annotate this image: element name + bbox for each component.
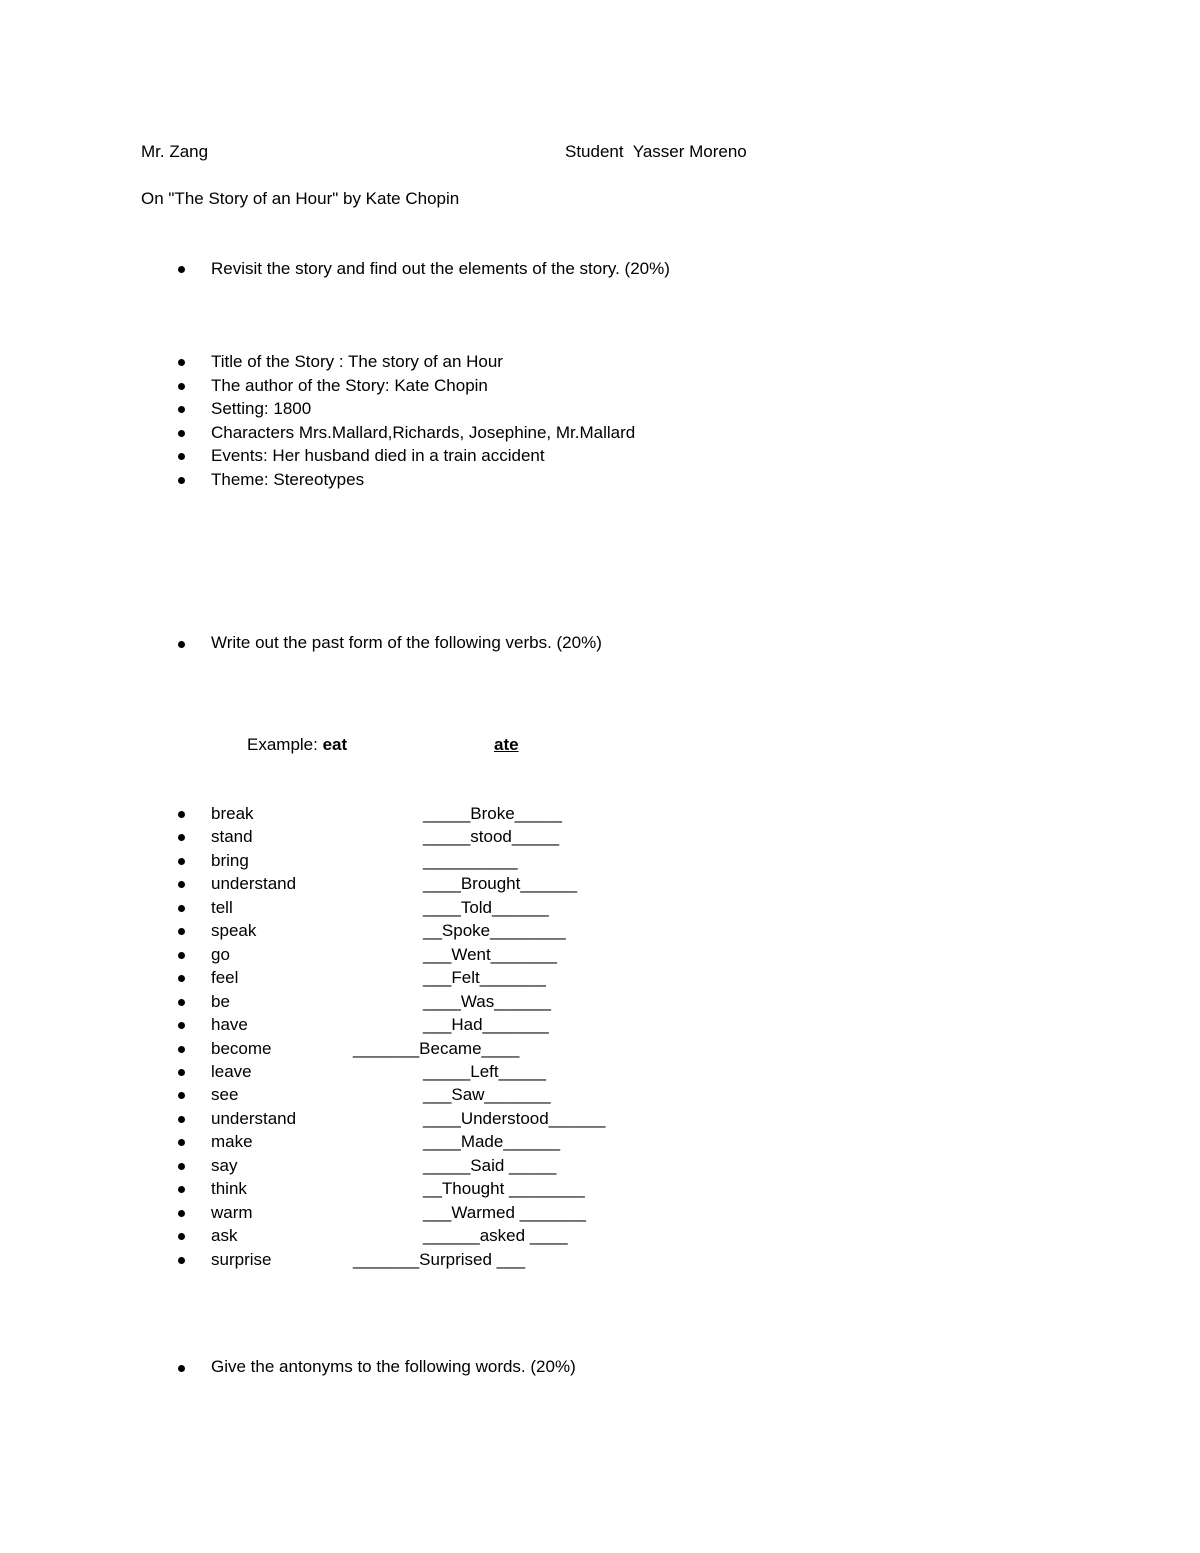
answer-text: _____Left_____ xyxy=(423,1061,546,1081)
answer-text: _____Broke_____ xyxy=(423,804,562,823)
answer-text: ___Had_______ xyxy=(423,1015,549,1035)
bullet-icon xyxy=(178,834,185,841)
verb-text: make xyxy=(211,1132,253,1152)
verb-text: bring xyxy=(211,850,249,870)
verb-text: go xyxy=(211,944,230,964)
example-answer: ate xyxy=(494,735,519,754)
example-label: Example: xyxy=(247,735,323,754)
answer-text: ____Was______ xyxy=(423,991,551,1011)
instruction-text: Revisit the story and find out the elements of the story. (20%) xyxy=(211,259,670,278)
answer-text: ____Made______ xyxy=(423,1132,561,1152)
bullet-icon xyxy=(178,453,185,460)
verb-text: be xyxy=(211,991,230,1011)
bullet-icon xyxy=(178,952,185,959)
bullet-icon xyxy=(178,1116,185,1123)
bullet-icon xyxy=(178,430,185,437)
bullet-icon xyxy=(178,1092,185,1099)
answer-text: _____Said _____ xyxy=(423,1155,557,1175)
verb-text: surprise xyxy=(211,1249,272,1269)
bullet-icon xyxy=(178,359,185,366)
verb-text: see xyxy=(211,1085,239,1105)
element-text: The author of the Story: Kate Chopin xyxy=(211,375,488,395)
answer-text: ___Warmed _______ xyxy=(423,1202,586,1222)
bullet-icon xyxy=(178,406,185,413)
bullet-icon xyxy=(178,1022,185,1029)
example-line xyxy=(247,735,347,755)
bullet-icon xyxy=(178,905,185,912)
bullet-icon xyxy=(178,881,185,888)
verb-text: speak xyxy=(211,921,257,941)
answer-text: __________ xyxy=(423,850,518,870)
bullet-icon xyxy=(178,1233,185,1240)
verb-text: break xyxy=(211,804,254,823)
instruction-text: Give the antonyms to the following words. (20%) xyxy=(211,1357,576,1376)
verb-text: understand xyxy=(211,874,297,894)
answer-text: ____Told______ xyxy=(423,897,549,917)
element-text: Setting: 1800 xyxy=(211,399,312,418)
answer-text: ___Saw_______ xyxy=(423,1085,551,1105)
document-subtitle: On "The Story of an Hour" by Kate Chopin xyxy=(141,189,460,208)
element-text: Title of the Story : The story of an Hour xyxy=(211,352,503,371)
answer-text: _______Became____ xyxy=(353,1038,520,1058)
bullet-icon xyxy=(178,811,185,818)
bullet-icon xyxy=(178,1139,185,1146)
answer-text: _______Surprised ___ xyxy=(353,1249,526,1269)
answer-text: ___Went_______ xyxy=(423,944,557,964)
student-name: Student Yasser Moreno xyxy=(565,142,747,161)
element-text: Theme: Stereotypes xyxy=(211,469,365,489)
bullet-icon xyxy=(178,1069,185,1076)
answer-text: _____stood_____ xyxy=(423,827,560,847)
element-text: Events: Her husband died in a train accident xyxy=(211,446,545,465)
bullet-icon xyxy=(178,1257,185,1264)
bullet-icon xyxy=(178,975,185,982)
bullet-icon xyxy=(178,1163,185,1170)
verb-text: think xyxy=(211,1179,247,1199)
answer-text: __Thought ________ xyxy=(423,1179,585,1199)
bullet-icon xyxy=(178,477,185,484)
verb-text: warm xyxy=(211,1202,253,1222)
answer-text: ______asked ____ xyxy=(423,1226,568,1246)
answer-text: ____Understood______ xyxy=(423,1108,606,1128)
element-text: Characters Mrs.Mallard,Richards, Josephine, Mr.Mallard xyxy=(211,422,636,442)
teacher-name: Mr. Zang xyxy=(141,142,209,161)
bullet-icon xyxy=(178,641,185,648)
verb-text: become xyxy=(211,1038,272,1058)
verb-text: ask xyxy=(211,1226,238,1246)
verb-text: have xyxy=(211,1015,248,1035)
verb-text: leave xyxy=(211,1061,252,1081)
instruction-text: Write out the past form of the following verbs. (20%) xyxy=(211,633,602,652)
bullet-icon xyxy=(178,858,185,865)
bullet-icon xyxy=(178,1210,185,1217)
verb-text: tell xyxy=(211,897,233,917)
bullet-icon xyxy=(178,999,185,1006)
answer-text: ____Brought______ xyxy=(423,874,578,894)
bullet-icon xyxy=(178,266,185,273)
example-word: eat xyxy=(322,735,348,754)
verb-text: understand xyxy=(211,1108,297,1128)
answer-text: __Spoke________ xyxy=(423,921,566,941)
bullet-icon xyxy=(178,928,185,935)
bullet-icon xyxy=(178,1046,185,1053)
bullet-icon xyxy=(178,1186,185,1193)
answer-text: ___Felt_______ xyxy=(423,968,546,988)
bullet-icon xyxy=(178,383,185,390)
verb-text: feel xyxy=(211,968,239,988)
verb-text: stand xyxy=(211,827,253,847)
verb-text: say xyxy=(211,1155,238,1175)
bullet-icon xyxy=(178,1365,185,1372)
